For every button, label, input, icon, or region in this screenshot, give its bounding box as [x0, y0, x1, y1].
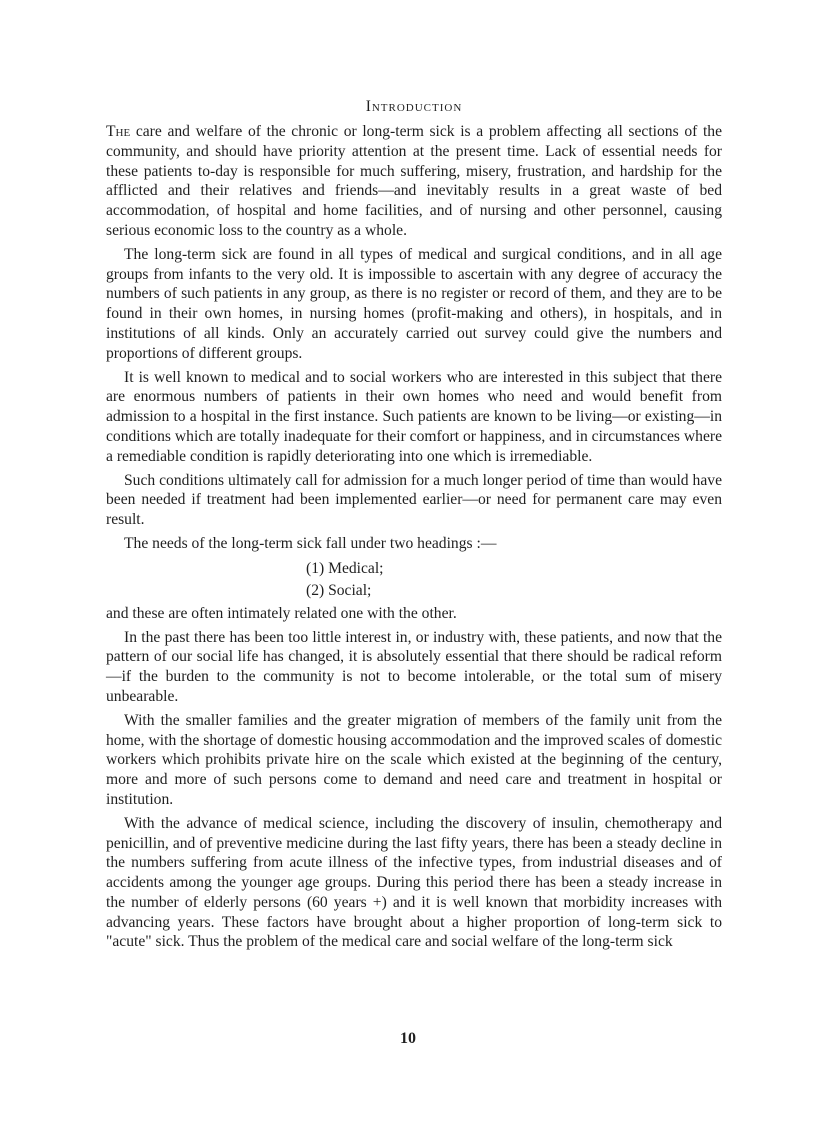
list-item-medical: (1) Medical;	[306, 559, 384, 577]
paragraph-5: The needs of the long-term sick fall under two headings :—	[124, 534, 497, 552]
list-item-social: (2) Social;	[306, 581, 372, 599]
paragraph-4: Such conditions ultimately call for admission for a much longer period of time than would have been needed if treatment had been implemented earlier—or need for permanent care may even result.	[106, 471, 722, 529]
paragraph-7: With the smaller families and the greater migration of members of the family unit from the home, with the shortage of domestic housing accommodation and the improved scales of domestic workers which prohibits private hire on the scale which existed at the beginning of the century, more and more of such persons come to demand and need care and treatment in hospital or institution.	[106, 711, 722, 808]
paragraph-1-text: care and welfare of the chronic or long-term sick is a problem affecting all sections of the community, and should have priority attention at the present time. Lack of essential needs for these patients to-day is responsible for much suffering, misery, frustration, and hardship for the afflicted and their relatives and friends—and inevitably results in a great waste of bed accommodation, of hospital and home facilities, and of nursing and other personnel, causing serious economic loss to the country as a whole.	[106, 123, 722, 239]
after-list-text: and these are often intimately related one with the other.	[106, 604, 457, 622]
page-number: 10	[400, 1030, 416, 1047]
paragraph-3: It is well known to medical and to social workers who are interested in this subject that there are enormous numbers of patients in their own homes who need and would benefit from admission to a hospital in the first instance. Such patients are known to be living—or existing—in conditions which are totally inadequate for their comfort or happiness, and in circumstances where a remediable condition is rapidly deteriorating into one which is irremediable.	[106, 368, 722, 465]
section-heading: Introduction	[365, 98, 463, 115]
lead-word: The	[106, 123, 131, 140]
paragraph-6: In the past there has been too little interest in, or industry with, these patients, and now that the pattern of our social life has changed, it is absolutely essential that there should be radical reform—if the burden to the community is not to become intolerable, or the total sum of misery unbearable.	[106, 628, 722, 705]
paragraph-8: With the advance of medical science, including the discovery of insulin, chemotherapy and penicillin, and of preventive medicine during the last fifty years, there has been a steady decline in the numbers suffering from acute illness of the infective types, from industrial diseases and of accidents among the younger age groups. During this period there has been a steady increase in the number of elderly persons (60 years +) and it is well known that morbidity increases with advancing years. These factors have brought about a higher proportion of long-term sick to "acute" sick. Thus the problem of the medical care and social welfare of the long-term sick	[106, 814, 722, 951]
paragraph-1	[106, 122, 722, 241]
needs-list	[106, 558, 722, 602]
paragraph-2: The long-term sick are found in all types of medical and surgical conditions, and in all age groups from infants to the very old. It is impossible to ascertain with any degree of accuracy the numbers of such patients in any group, as there is no register or record of them, and they are to be found in their own homes, in nursing homes (profit-making and others), in hospitals, and in institutions of all kinds. Only an accurately carried out survey could give the numbers and proportions of different groups.	[106, 245, 722, 362]
